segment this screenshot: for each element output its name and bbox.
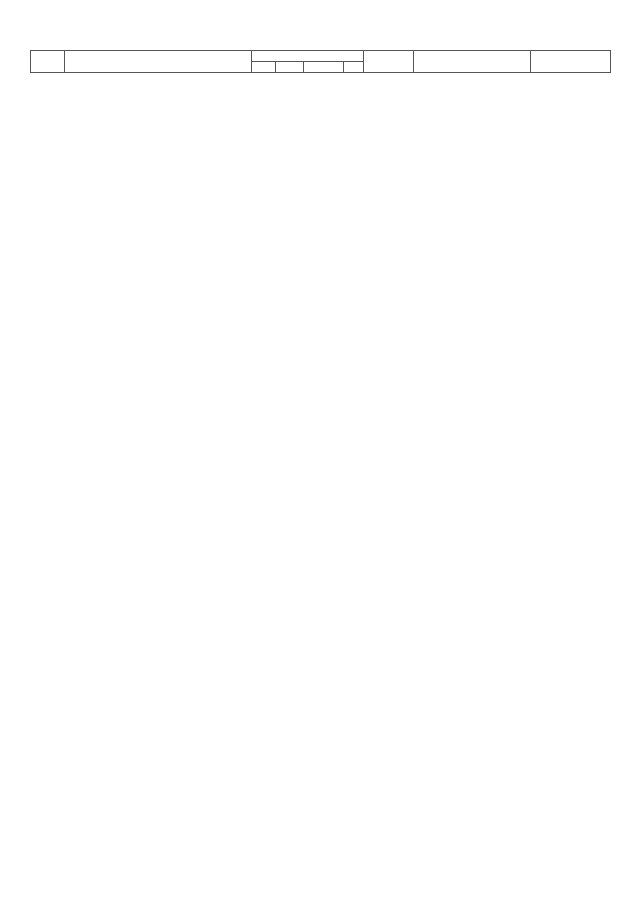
- header-name: [65, 51, 252, 73]
- header-no: [31, 51, 65, 73]
- header-manager: [414, 51, 531, 73]
- header-vr: [344, 62, 364, 73]
- header-main-manager: [364, 51, 414, 73]
- budget-table: [30, 50, 611, 73]
- budget-table-sheet: [30, 50, 610, 73]
- header-budget-class-group: [252, 51, 364, 62]
- header-grbs: [252, 62, 276, 73]
- header-annual-volume: [531, 51, 611, 73]
- header-ktsr: [304, 62, 344, 73]
- header-section: [276, 62, 304, 73]
